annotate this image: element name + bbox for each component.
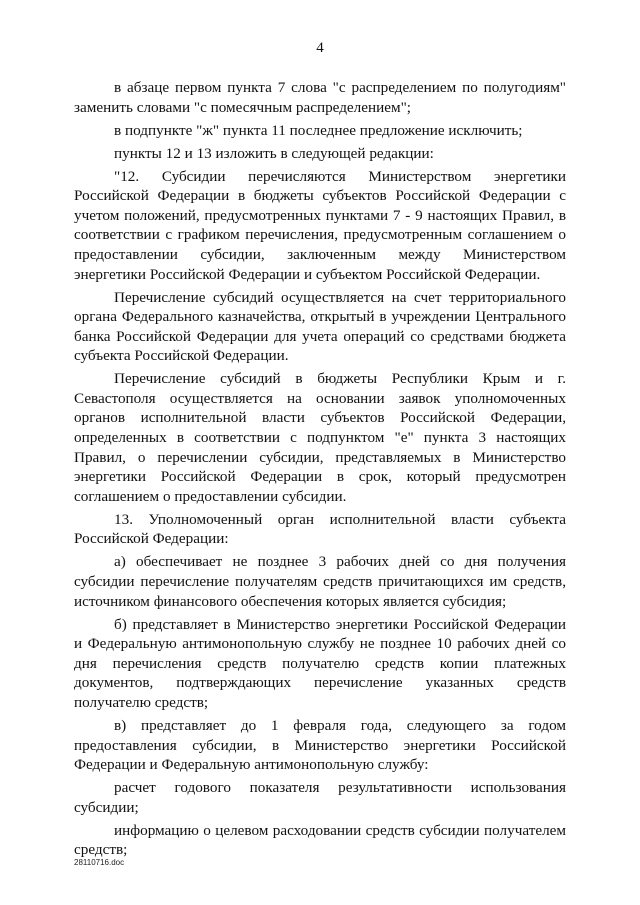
paragraph: информацию о целевом расходовании средств субсидии получателем средств; (74, 821, 566, 859)
paragraph: а) обеспечивает не позднее 3 рабочих дней со дня получения субсидии перечисление получателям средств причитающихся им средств, источником финансового обеспечения которых является субсидия; (74, 553, 566, 610)
paragraph: в) представляет до 1 февраля года, следующего за годом предоставления субсидии, в Министерство энергетики Российской Федерации и Федеральную антимонопольную службу: (74, 716, 566, 774)
page-number: 4 (316, 40, 324, 56)
paragraph: 13. Уполномоченный орган исполнительной власти субъекта Российской Федерации: (74, 510, 566, 548)
paragraph: в абзаце первом пункта 7 слова "с распределением по полугодиям" заменить словами "с помесячным распределением"; (74, 79, 566, 116)
paragraph: Перечисление субсидий в бюджеты Республики Крым и г. Севастополя осуществляется на основании заявок уполномоченных органов исполнительной власти субъектов Российской Федерации, определенных в соответствии с подпунктом "е" пункта 3 настоящих Правил, о перечислении субсидии, представляемых в Министерство энергетики Российской Федерации в срок, который предусмотрен соглашением о предоставлении субсидии. (74, 370, 566, 505)
paragraph: б) представляет в Министерство энергетики Российской Федерации и Федеральную антимонопольную службу не позднее 10 рабочих дней со дня перечисления средств получателю средств копии платежных документов, подтверждающих перечисление указанных средств получателю средств; (74, 615, 566, 711)
file-name-footer: 28110716.doc (74, 858, 125, 867)
paragraph: расчет годового показателя результативности использования субсидии; (74, 779, 566, 816)
paragraph: пункты 12 и 13 изложить в следующей редакции: (114, 144, 434, 162)
paragraph: в подпункте "ж" пункта 11 последнее предложение исключить; (114, 121, 523, 139)
document-body (74, 78, 566, 863)
paragraph: "12. Субсидии перечисляются Министерством энергетики Российской Федерации в бюджеты субъектов Российской Федерации с учетом положений, предусмотренных пунктами 7 - 9 настоящих Правил, в соответствии с графиком перечисления, предусмотренным соглашением о предоставлении субсидии, заключенным между Министерством энергетики Российской Федерации и субъектом Российской Федерации. (74, 167, 566, 283)
paragraph: Перечисление субсидий осуществляется на счет территориального органа Федерального казначейства, открытый в учреждении Центрального банка Российской Федерации для учета операций со средствами бюджета субъекта Российской Федерации. (74, 288, 566, 365)
